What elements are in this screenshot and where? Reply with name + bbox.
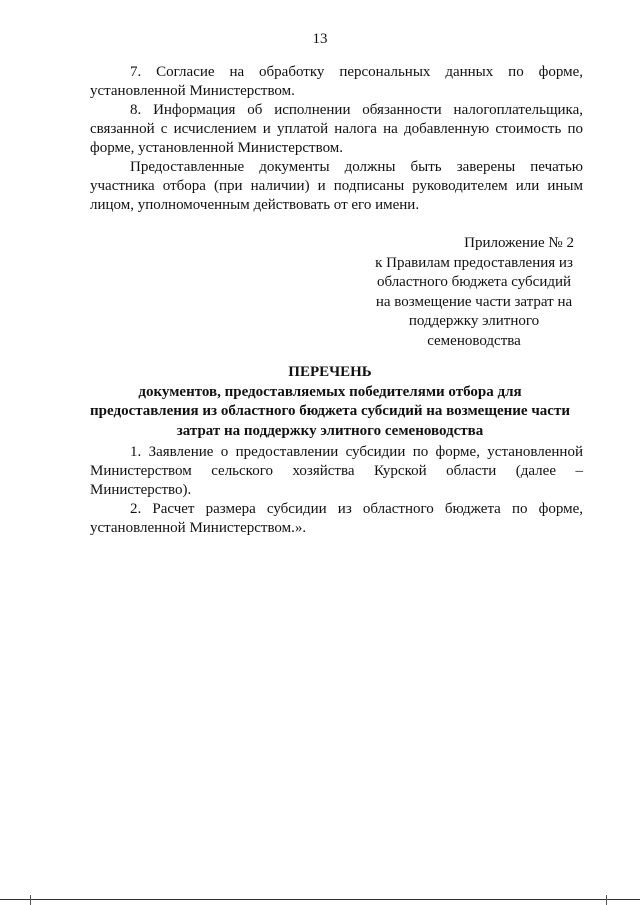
document-title [70, 363, 590, 441]
annex-line: к Правилам предоставления из [375, 254, 573, 271]
title-subtitle-line: документов, предоставляемых победителями отбора для [138, 383, 522, 400]
annex-header [358, 234, 590, 351]
title-heading: ПЕРЕЧЕНЬ [288, 364, 372, 380]
annex-line: семеноводства [427, 332, 521, 349]
list-item: 2. Расчет размера субсидии из областного бюджета по форме, установленной Министерством.». [90, 501, 583, 536]
annex-line: поддержку элитного [408, 313, 540, 329]
title-subtitle-line: затрат на поддержку элитного семеноводства [176, 422, 484, 439]
annex-line: областного бюджета субсидий [376, 274, 572, 290]
paragraph-item-7: 7. Согласие на обработку персональных данных по форме, установленной Министерством. [90, 64, 583, 99]
title-subtitle-line: предоставления из областного бюджета субсидий на возмещение части [90, 403, 570, 419]
document-list [90, 443, 583, 538]
annex-line: Приложение № 2 [464, 235, 574, 251]
annex-line: на возмещение части затрат на [375, 293, 573, 310]
list-item: 1. Заявление о предоставлении субсидии по форме, установленной Министерством сельского хозяйства Курской области (далее – Министерство). [90, 444, 583, 498]
top-text-block [90, 63, 583, 215]
scan-bottom-edge [0, 899, 640, 900]
scan-edge-mark-left [30, 895, 31, 905]
page-number: 13 [312, 31, 328, 47]
paragraph-certification: Предоставленные документы должны быть заверены печатью участника отбора (при наличии) и подписаны руководителем или иным лицом, уполномоченным действовать от его имени. [90, 159, 583, 213]
paragraph-item-8: 8. Информация об исполнении обязанности налогоплательщика, связанной с исчислением и уплатой налога на добавленную стоимость по форме, установленной Министерством. [90, 102, 583, 156]
scan-edge-mark-right [606, 895, 607, 905]
